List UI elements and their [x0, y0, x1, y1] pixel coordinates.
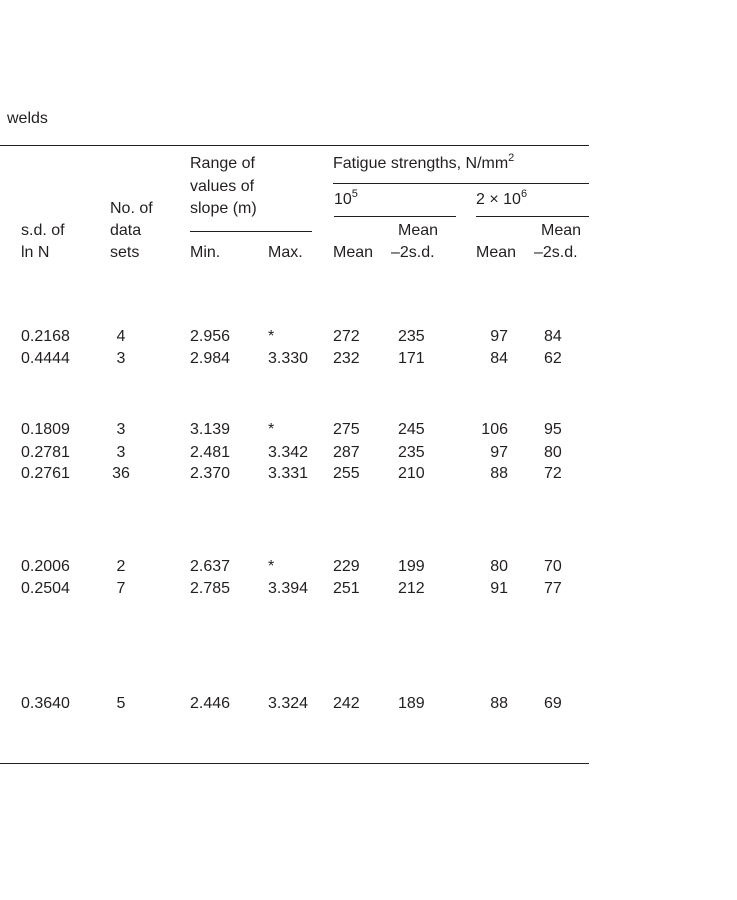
cell-min: 2.984 [190, 350, 231, 367]
cell-s1: 212 [398, 580, 425, 597]
cell-max: * [268, 558, 275, 575]
slope-header-line1: Range of [190, 155, 255, 172]
cycles-2e6-rule [476, 216, 589, 217]
mean2sd-2e6-header-line2: –2s.d. [534, 244, 578, 261]
cell-max: 3.394 [268, 580, 309, 597]
cell-s1: 235 [398, 328, 425, 345]
ndata-header-line2: data [110, 222, 142, 239]
cell-max: 3.330 [268, 350, 309, 367]
cell-n: 7 [116, 580, 126, 597]
cell-min: 2.785 [190, 580, 231, 597]
cycles-1e5: $10^5$ [334, 187, 358, 208]
slope-header-line3: slope (m) [190, 200, 257, 217]
cell-max: 3.342 [268, 444, 309, 461]
ndata-header-line1: No. of [110, 200, 153, 217]
cell-s2: 80 [544, 444, 562, 461]
slope-header-line2: values of [190, 178, 255, 195]
cell-min: 2.481 [190, 444, 231, 461]
fatigue-header: Fatigue strengths, $N/mm^2$ [333, 151, 515, 172]
cycles-2e6: $2 \times 10^6$ [476, 187, 528, 208]
cell-m1: 229 [333, 558, 360, 575]
cell-s1: 199 [398, 558, 425, 575]
cell-max: 3.331 [268, 465, 309, 482]
cell-s2: 72 [544, 465, 562, 482]
mean2sd-1e5-header-line2: –2s.d. [391, 244, 435, 261]
cell-min: 2.370 [190, 465, 231, 482]
cell-m2: 97 [490, 444, 508, 461]
cell-max: 3.324 [268, 695, 309, 712]
cell-n: 2 [116, 558, 126, 575]
bottom-rule [0, 763, 589, 764]
cell-min: 2.446 [190, 695, 231, 712]
cell-n: 3 [116, 350, 126, 367]
sd-header-line2: ln N [21, 244, 50, 261]
cell-sd: 0.4444 [21, 350, 70, 367]
cell-sd: 0.3640 [21, 695, 70, 712]
cell-s2: 84 [544, 328, 562, 345]
slope-max-header: Max. [268, 244, 303, 261]
cell-s1: 171 [398, 350, 425, 367]
cell-m2: 88 [490, 465, 508, 482]
cell-s2: 77 [544, 580, 562, 597]
top-rule [0, 145, 589, 146]
cell-m1: 242 [333, 695, 360, 712]
cell-s2: 62 [544, 350, 562, 367]
cell-m2: 84 [490, 350, 508, 367]
cell-s1: 245 [398, 421, 425, 438]
cell-sd: 0.2006 [21, 558, 70, 575]
cell-s2: 95 [544, 421, 562, 438]
cell-s1: 189 [398, 695, 425, 712]
cell-sd: 0.1809 [21, 421, 70, 438]
cell-s1: 235 [398, 444, 425, 461]
cell-sd: 0.2168 [21, 328, 70, 345]
cell-min: 2.956 [190, 328, 231, 345]
cell-m1: 251 [333, 580, 360, 597]
cell-m1: 255 [333, 465, 360, 482]
cell-sd: 0.2761 [21, 465, 70, 482]
cell-max: * [268, 421, 275, 438]
cell-n: 36 [112, 465, 130, 482]
sd-header-line1: s.d. of [21, 222, 65, 239]
cell-m2: 106 [481, 421, 508, 438]
cell-m1: 272 [333, 328, 360, 345]
cell-m2: 88 [490, 695, 508, 712]
cell-s2: 70 [544, 558, 562, 575]
mean-1e5-header: Mean [333, 244, 374, 261]
ndata-header-line3: sets [110, 244, 140, 261]
cell-n: 3 [116, 444, 126, 461]
cell-n: 4 [116, 328, 126, 345]
cell-max: * [268, 328, 275, 345]
cell-m2: 97 [490, 328, 508, 345]
slope-min-header: Min. [190, 244, 221, 261]
mean-2e6-header: Mean [476, 244, 517, 261]
cell-m2: 80 [490, 558, 508, 575]
cell-n: 3 [116, 421, 126, 438]
cell-n: 5 [116, 695, 126, 712]
mean2sd-2e6-header-line1: Mean [541, 222, 582, 239]
slope-rule [190, 231, 312, 232]
cell-m1: 275 [333, 421, 360, 438]
cell-m1: 287 [333, 444, 360, 461]
cell-min: 3.139 [190, 421, 231, 438]
cell-s2: 69 [544, 695, 562, 712]
cell-s1: 210 [398, 465, 425, 482]
cell-sd: 0.2504 [21, 580, 70, 597]
cell-m1: 232 [333, 350, 360, 367]
table-caption: welds [7, 110, 48, 127]
cell-min: 2.637 [190, 558, 231, 575]
cell-m2: 91 [490, 580, 508, 597]
cell-sd: 0.2781 [21, 444, 70, 461]
fatigue-rule [333, 183, 589, 184]
cycles-1e5-rule [334, 216, 456, 217]
mean2sd-1e5-header-line1: Mean [398, 222, 439, 239]
